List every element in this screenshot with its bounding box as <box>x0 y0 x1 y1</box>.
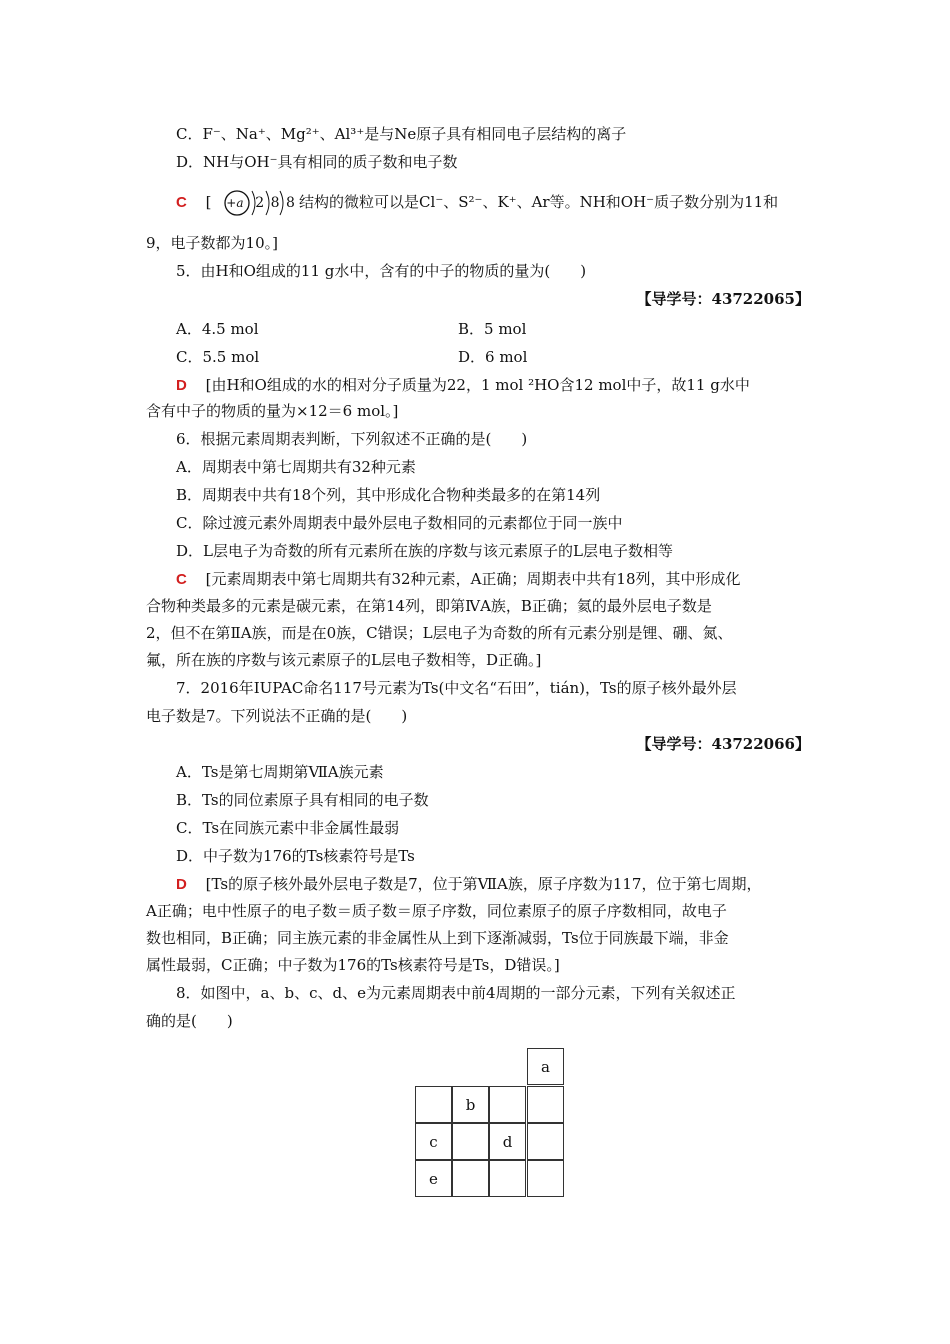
q7-answer-line <box>176 873 761 896</box>
q6-option-c: C．除过渡元素外周期表中最外层电子数相同的元素都位于同一族中 <box>176 514 623 532</box>
q7-explanation-1: [Ts的原子核外最外层电子数是7，位于第ⅦA族，原子序数为117，位于第七周期， <box>205 875 762 893</box>
q7-stem-2: 电子数是7。下列说法不正确的是( ) <box>146 707 408 725</box>
cell-c: c <box>415 1123 452 1160</box>
q7-option-b: B．Ts的同位素原子具有相同的电子数 <box>176 791 429 809</box>
cell-e: e <box>415 1160 452 1197</box>
q4-answer-line <box>176 186 778 219</box>
q5-answer: D <box>176 377 187 394</box>
q7-stem-1: 7．2016年IUPAC命名117号元素为Ts(中文名“石田”，tián)，Ts的原子核外最外层 <box>176 679 737 697</box>
q7-answer: D <box>176 876 187 893</box>
q6-explanation-4: 氟，所在族的序数与该元素原子的L层电子数相等，D正确。] <box>146 651 542 669</box>
cell-a: a <box>527 1048 564 1085</box>
q5-stem: 5．由H和O组成的11 g水中，含有的中子的物质的量为( ) <box>176 262 587 280</box>
q7-option-a: A．Ts是第七周期第ⅦA族元素 <box>176 763 384 781</box>
q5-option-b: B．5 mol <box>458 320 527 338</box>
cell-empty <box>527 1086 564 1123</box>
q8-stem-2: 确的是( ) <box>146 1012 233 1030</box>
q5-guide-number: 【导学号：43722065】 <box>636 290 810 308</box>
cell-empty <box>527 1160 564 1197</box>
q5-answer-line <box>176 374 750 397</box>
q7-option-d: D．中子数为176的Ts核素符号是Ts <box>176 847 415 865</box>
q6-stem: 6．根据元素周期表判断，下列叙述不正确的是( ) <box>176 430 528 448</box>
cell-empty <box>452 1160 489 1197</box>
q5-explanation-1: [由H和O组成的水的相对分子质量为22，1 mol ²HO含12 mol中子，故11 g水中 <box>205 376 750 394</box>
cell-d: d <box>489 1123 526 1160</box>
q5-option-d: D．6 mol <box>458 348 528 366</box>
q5-explanation-2: 含有中子的物质的量为×12＝6 mol。] <box>146 402 399 420</box>
q4-option-c: C．F⁻、Na⁺、Mg²⁺、Al³⁺是与Ne原子具有相同电子层结构的离子 <box>176 125 627 143</box>
cell-empty <box>489 1086 526 1123</box>
q6-option-b: B．周期表中共有18个列，其中形成化合物种类最多的在第14列 <box>176 486 601 504</box>
q6-option-d: D．L层电子为奇数的所有元素所在族的序数与该元素原子的L层电子数相等 <box>176 542 673 560</box>
atom-nucleus-label: +a <box>226 196 244 210</box>
q8-stem-1: 8．如图中，a、b、c、d、e为元素周期表中前4周期的一部分元素，下列有关叙述正 <box>176 984 736 1002</box>
q4-answer: C <box>176 194 187 211</box>
q5-option-a: A．4.5 mol <box>176 320 259 338</box>
atom-shell-counts: 2 8 8 <box>255 195 296 211</box>
cell-empty <box>415 1086 452 1123</box>
q7-explanation-3: 数也相同，B正确；同主族元素的非金属性从上到下逐渐减弱，Ts位于同族最下端，非金 <box>146 929 729 947</box>
q6-explanation-3: 2，但不在第ⅡA族，而是在0族，C错误；L层电子为奇数的所有元素分别是锂、硼、氮、 <box>146 624 733 642</box>
q6-explanation-1: [元素周期表中第七周期共有32种元素，A正确；周期表中共有18列，其中形成化 <box>205 570 741 588</box>
q7-guide-number: 【导学号：43722066】 <box>636 735 810 753</box>
cell-empty <box>489 1160 526 1197</box>
q6-explanation-2: 合物种类最多的元素是碳元素，在第14列，即第ⅣA族，B正确；氦的最外层电子数是 <box>146 597 712 615</box>
q7-explanation-4: 属性最弱，C正确；中子数为176的Ts核素符号是Ts，D错误。] <box>146 956 560 974</box>
q6-answer-line <box>176 568 741 591</box>
cell-b: b <box>452 1086 489 1123</box>
q5-option-c: C．5.5 mol <box>176 348 260 366</box>
atom-structure-diagram <box>222 188 296 218</box>
cell-empty <box>452 1123 489 1160</box>
q4-explanation-1: 结构的微粒可以是Cl⁻、S²⁻、K⁺、Ar等。NH和OH⁻质子数分别为11和 <box>299 193 779 211</box>
q7-explanation-2: A正确；电中性原子的电子数＝质子数＝原子序数，同位素原子的原子序数相同，故电子 <box>146 902 727 920</box>
q7-option-c: C．Ts在同族元素中非金属性最弱 <box>176 819 400 837</box>
q4-option-d: D．NH与OH⁻具有相同的质子数和电子数 <box>176 153 458 171</box>
cell-empty <box>527 1123 564 1160</box>
q4-bracket: [ <box>205 193 212 211</box>
q6-answer: C <box>176 571 187 588</box>
q6-option-a: A．周期表中第七周期共有32种元素 <box>176 458 416 476</box>
q4-explanation-2: 9，电子数都为10。] <box>146 234 278 252</box>
